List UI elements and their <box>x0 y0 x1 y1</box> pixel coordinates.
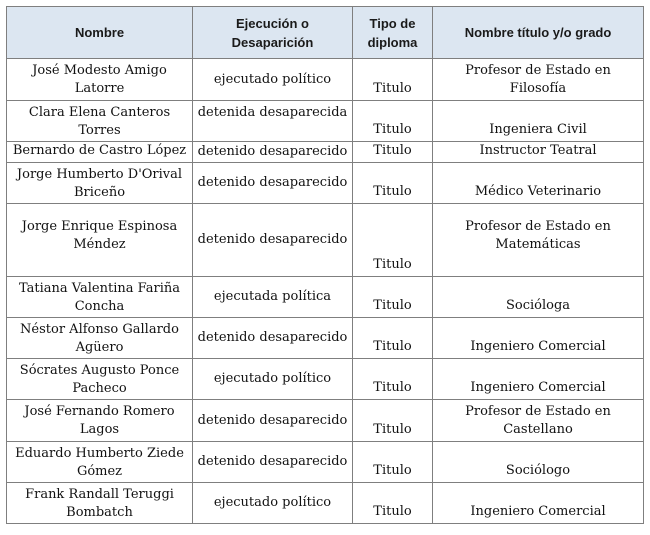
table-row <box>7 59 644 101</box>
table-row <box>7 442 644 483</box>
table-container <box>6 6 643 524</box>
table-row <box>7 483 644 524</box>
cell-ejecucion: ejecutado político <box>193 483 353 524</box>
cell-grado: Ingeniero Comercial <box>433 483 644 524</box>
header-ejecucion: Ejecución o Desaparición <box>193 7 353 59</box>
table-row <box>7 163 644 204</box>
table-row <box>7 400 644 442</box>
cell-tipo: Titulo <box>353 204 433 277</box>
cell-nombre: Tatiana Valentina Fariña Concha <box>7 277 193 318</box>
cell-tipo: Titulo <box>353 163 433 204</box>
cell-ejecucion: detenido desaparecido <box>193 163 353 204</box>
cell-nombre: Bernardo de Castro López <box>7 142 193 163</box>
cell-grado: Ingeniero Comercial <box>433 359 644 400</box>
cell-ejecucion: ejecutada política <box>193 277 353 318</box>
cell-grado: Profesor de Estado en Matemáticas <box>433 204 644 277</box>
cell-grado: Profesor de Estado en Castellano <box>433 400 644 442</box>
cell-grado: Profesor de Estado en Filosofía <box>433 59 644 101</box>
cell-nombre: Jorge Humberto D'Orival Briceño <box>7 163 193 204</box>
cell-ejecucion: detenido desaparecido <box>193 442 353 483</box>
header-grado: Nombre título y/o grado <box>433 7 644 59</box>
cell-tipo: Titulo <box>353 359 433 400</box>
cell-nombre: Néstor Alfonso Gallardo Agüero <box>7 318 193 359</box>
cell-grado: Instructor Teatral <box>433 142 644 163</box>
cell-ejecucion: ejecutado político <box>193 59 353 101</box>
cell-tipo: Titulo <box>353 483 433 524</box>
cell-tipo: Titulo <box>353 318 433 359</box>
cell-nombre: Clara Elena Canteros Torres <box>7 101 193 142</box>
cell-ejecucion: detenida desaparecida <box>193 101 353 142</box>
cell-tipo: Titulo <box>353 400 433 442</box>
cell-ejecucion: detenido desaparecido <box>193 318 353 359</box>
cell-nombre: Frank Randall Teruggi Bombatch <box>7 483 193 524</box>
table-row <box>7 204 644 277</box>
cell-grado: Socióloga <box>433 277 644 318</box>
table-row <box>7 277 644 318</box>
cell-grado: Ingeniera Civil <box>433 101 644 142</box>
header-tipo: Tipo de diploma <box>353 7 433 59</box>
cell-ejecucion: detenido desaparecido <box>193 142 353 163</box>
table-row <box>7 101 644 142</box>
cell-tipo: Titulo <box>353 142 433 163</box>
cell-tipo: Titulo <box>353 59 433 101</box>
cell-nombre: José Fernando Romero Lagos <box>7 400 193 442</box>
table-row <box>7 142 644 163</box>
table-row <box>7 318 644 359</box>
cell-nombre: José Modesto Amigo Latorre <box>7 59 193 101</box>
cell-grado: Ingeniero Comercial <box>433 318 644 359</box>
header-row <box>7 7 644 59</box>
cell-nombre: Jorge Enrique Espinosa Méndez <box>7 204 193 277</box>
cell-nombre: Eduardo Humberto Ziede Gómez <box>7 442 193 483</box>
cell-ejecucion: ejecutado político <box>193 359 353 400</box>
table-row <box>7 359 644 400</box>
cell-ejecucion: detenido desaparecido <box>193 204 353 277</box>
cell-grado: Sociólogo <box>433 442 644 483</box>
header-nombre: Nombre <box>7 7 193 59</box>
diploma-table <box>6 6 644 524</box>
cell-nombre: Sócrates Augusto Ponce Pacheco <box>7 359 193 400</box>
cell-tipo: Titulo <box>353 101 433 142</box>
cell-grado: Médico Veterinario <box>433 163 644 204</box>
cell-ejecucion: detenido desaparecido <box>193 400 353 442</box>
cell-tipo: Titulo <box>353 442 433 483</box>
cell-tipo: Titulo <box>353 277 433 318</box>
